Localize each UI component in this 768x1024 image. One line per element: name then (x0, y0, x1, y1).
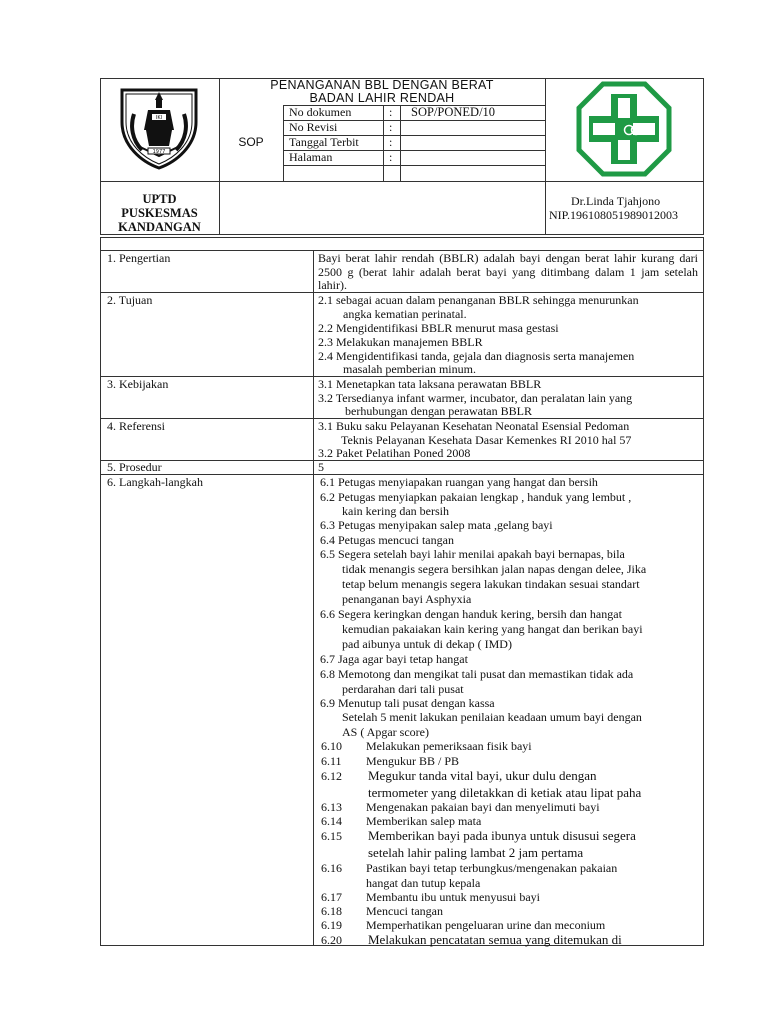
step-text: Megukur tanda vital bayi, ukur dulu dengan (368, 768, 597, 783)
list-item: tetap belum menangis segera lakukan tindakan sesuai standart (342, 577, 640, 591)
step-text: Melakukan pencatatan semua yang ditemukan di (368, 932, 622, 947)
step-number: 6.17 (321, 890, 342, 904)
pengertian-text: Bayi berat lahir rendah (BBLR) adalah bayi dengan berat lahir kurang dari 2500 g (berat lahir adalah berat bayi yang ditimbang dalam 1 jam setelah lahir). (318, 251, 698, 292)
list-item: kain kering dan bersih (342, 504, 449, 518)
list-item: perdarahan dari tali pusat (342, 682, 464, 696)
list-item: 6.5 Segera setelah bayi lahir menilai apakah bayi bernapas, bila (320, 547, 625, 561)
section-label-pengertian: 1. Pengertian (107, 251, 171, 265)
step-number: 6.15 (321, 829, 342, 843)
meta-label-halaman: Halaman (289, 150, 333, 164)
step-text: Memberikan bayi pada ibunya untuk disusui segera (368, 828, 636, 843)
list-item: 6.3 Petugas menyipakan salep mata ,gelang bayi (320, 518, 553, 532)
list-item: 6.7 Jaga agar bayi tetap hangat (320, 652, 468, 666)
list-item: berhubungan dengan perawatan BBLR (345, 404, 532, 418)
row-divider (100, 460, 704, 461)
divider (283, 105, 284, 182)
step-number: 6.16 (321, 861, 342, 875)
divider (100, 234, 704, 235)
list-item: 3.1 Menetapkan tata laksana perawatan BBLR (318, 377, 542, 391)
step-number: 6.18 (321, 904, 342, 918)
step-number: 6.12 (321, 769, 342, 783)
section-label-langkah: 6. Langkah-langkah (107, 475, 203, 489)
meta-label-tanggal-terbit: Tanggal Terbit (289, 135, 359, 149)
divider (400, 105, 401, 182)
list-item: masalah pemberian minum. (343, 362, 476, 376)
sop-label: SOP (238, 135, 264, 149)
meta-sep: : (389, 105, 393, 119)
divider (383, 105, 384, 182)
list-item: tidak menangis segera bersihkan jalan napas dengan delee, Jika (342, 562, 647, 576)
step-number: 6.19 (321, 918, 342, 932)
org-name-line2: PUSKESMAS (121, 206, 198, 220)
section-label-tujuan: 2. Tujuan (107, 293, 153, 307)
list-item: 6.4 Petugas mencuci tangan (320, 533, 454, 547)
step-text: Melakukan pemeriksaan fisik bayi (366, 739, 532, 753)
list-item: Setelah 5 menit lakukan penilaian keadaan umum bayi dengan (342, 710, 642, 724)
step-text: setelah lahir paling lambat 2 jam pertama (368, 845, 584, 860)
svg-text:IKI: IKI (155, 115, 163, 121)
list-item: penanganan bayi Asphyxia (342, 592, 472, 606)
org-name-line1: UPTD (142, 192, 177, 206)
list-item: AS ( Apgar score) (342, 725, 429, 739)
signer-nip: NIP.196108051989012003 (549, 208, 679, 222)
list-item: angka kematian perinatal. (343, 307, 467, 321)
step-text: Mengenakan pakaian bayi dan menyelimuti bayi (366, 800, 600, 814)
divider (100, 182, 101, 234)
signer-name: Dr.Linda Tjahjono (571, 194, 661, 208)
list-item: Teknis Pelayanan Kesehata Dasar Kemenkes RI 2010 hal 57 (341, 433, 632, 447)
list-item: 3.1 Buku saku Pelayanan Kesehatan Neonatal Esensial Pedoman (318, 419, 630, 433)
divider (545, 78, 546, 182)
regency-emblem-icon (114, 84, 204, 170)
list-item: 2.4 Mengidentifikasi tanda, gejala dan diagnosis serta manajemen (318, 349, 635, 363)
list-item: 3.2 Tersedianya infant warmer, incubator, dan peralatan lain yang (318, 391, 633, 405)
list-item: 2.2 Mengidentifikasi BBLR menurut masa gestasi (318, 321, 559, 335)
divider (545, 182, 546, 234)
puskesmas-logo-icon (575, 80, 673, 178)
list-item: 6.6 Segera keringkan dengan handuk kering, bersih dan hangat (320, 607, 622, 621)
step-text: Memberikan salep mata (366, 814, 482, 828)
list-item: 6.2 Petugas menyiapkan pakaian lengkap , handuk yang lembut , (320, 490, 632, 504)
meta-sep: : (389, 120, 393, 134)
divider (219, 182, 220, 234)
meta-sep: : (389, 150, 393, 164)
svg-text:1977: 1977 (152, 149, 166, 155)
step-number: 6.13 (321, 800, 342, 814)
step-text: Mengukur BB / PB (366, 754, 460, 768)
list-item: 6.8 Memotong dan mengikat tali pusat dan memastikan tidak ada (320, 667, 634, 681)
step-text: Mencuci tangan (366, 904, 443, 918)
section-label-prosedur: 5. Prosedur (107, 460, 162, 474)
list-item: pad aibunya untuk di dekap ( IMD) (342, 637, 512, 651)
meta-label-no-dokumen: No dokumen (289, 105, 352, 119)
prosedur-value: 5 (318, 460, 324, 474)
step-text: Pastikan bayi tetap terbungkus/mengenakan pakaian (366, 861, 618, 875)
meta-value-no-dokumen: SOP/PONED/10 (411, 105, 496, 119)
step-number: 6.10 (321, 739, 342, 753)
step-number: 6.11 (321, 754, 342, 768)
step-text: hangat dan tutup kepala (366, 876, 481, 890)
divider (283, 165, 545, 166)
step-text: Membantu ibu untuk menyusui bayi (366, 890, 540, 904)
divider (703, 182, 704, 234)
list-item: 6.9 Menutup tali pusat dengan kassa (320, 696, 495, 710)
meta-label-no-revisi: No Revisi (289, 120, 338, 134)
step-text: Memperhatikan pengeluaran urine dan meconium (366, 918, 606, 932)
meta-sep: : (389, 135, 393, 149)
list-item: 2.3 Melakukan manajemen BBLR (318, 335, 483, 349)
org-name-line3: KANDANGAN (118, 220, 201, 234)
list-item: kemudian pakaiakan kain kering yang hangat dan berikan bayi (342, 622, 643, 636)
step-text: termometer yang diletakkan di ketiak atau lipat paha (368, 785, 642, 800)
section-label-kebijakan: 3. Kebijakan (107, 377, 169, 391)
list-item: 2.1 sebagai acuan dalam penanganan BBLR sehingga menurunkan (318, 293, 639, 307)
step-number: 6.14 (321, 814, 342, 828)
list-item: 6.1 Petugas menyiapakan ruangan yang hangat dan bersih (320, 475, 598, 489)
divider (313, 250, 314, 946)
list-item: 3.2 Paket Pelatihan Poned 2008 (318, 446, 471, 460)
doc-title-line2: BADAN LAHIR RENDAH (309, 91, 455, 105)
doc-title-line1: PENANGANAN BBL DENGAN BERAT (270, 78, 494, 92)
section-label-referensi: 4. Referensi (107, 419, 165, 433)
step-number: 6.20 (321, 933, 342, 947)
